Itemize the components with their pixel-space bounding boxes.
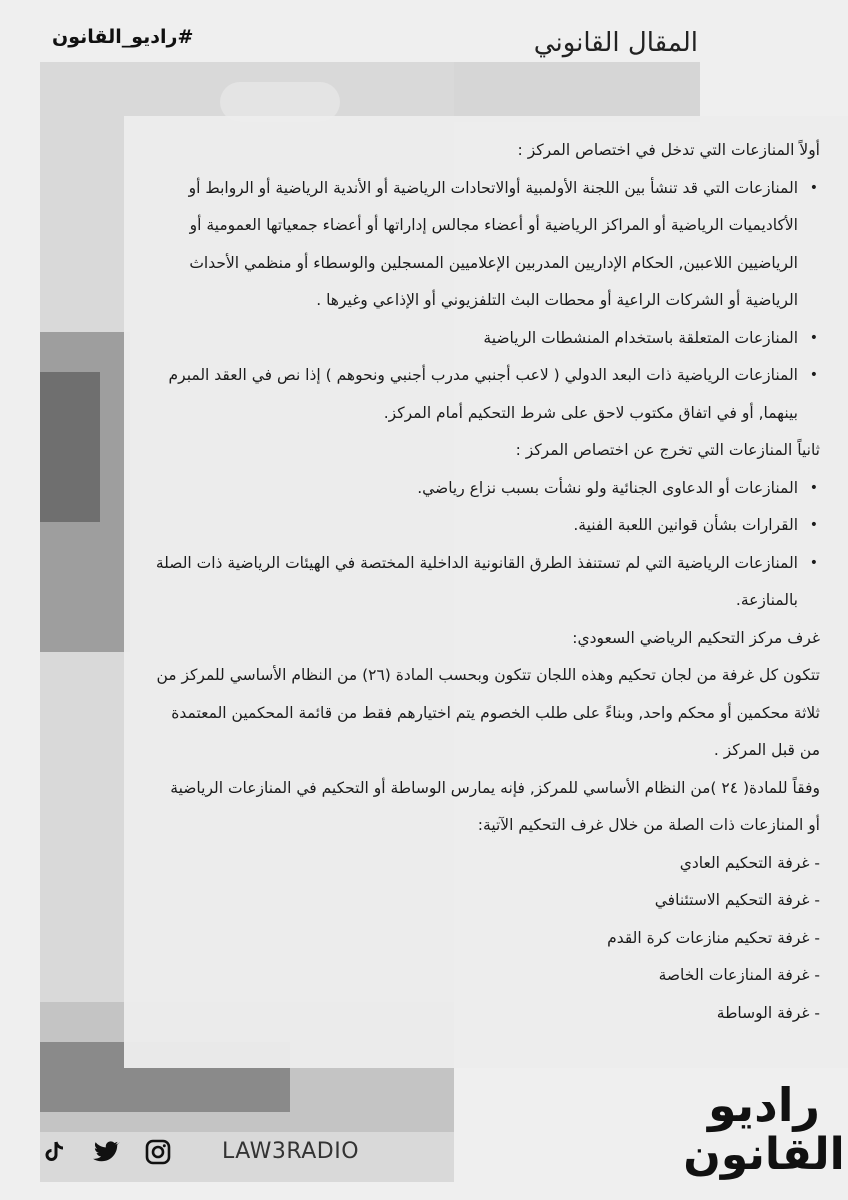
list-item: • المنازعات الرياضية التي لم تستنفذ الطرق القانونية الداخلية المختصة في الهيئات الرياضية ذات الصلة بالمنازعة. bbox=[154, 545, 798, 620]
tiktok-icon[interactable] bbox=[40, 1138, 68, 1166]
article-card bbox=[124, 116, 848, 1068]
section1-heading: أولاً المنازعات التي تدخل في اختصاص المركز : bbox=[517, 141, 820, 159]
room-item: - غرفة التحكيم العادي bbox=[679, 853, 820, 872]
list-item: • المنازعات التي قد تنشأ بين اللجنة الأولمبية أوالاتحادات الرياضية أو الأندية الرياضية أو الروابط أو الأكاديميات الرياضية أو المراكز الرياضية أو أعضاء مجالس إداراتها أو أعضاء جمعياتها العمومية أو الرياضيين اللاعبين, الحكام الإداريين المدربين الإعلاميين المسجلين والوسطاء أو منظمي الأحداث الرياضية أو الشركات الراعية أو محطات البث التلفزيوني أو الإذاعي وغيرها . bbox=[154, 170, 798, 320]
section3-heading: غرف مركز التحكيم الرياضي السعودي: bbox=[572, 628, 820, 647]
radio-law-logo bbox=[683, 1074, 845, 1186]
section1-list bbox=[154, 170, 820, 433]
hashtag: #راديو_القانون bbox=[52, 26, 194, 48]
room-item: - غرفة الوساطة bbox=[716, 1003, 820, 1022]
room-item: - غرفة تحكيم منازعات كرة القدم bbox=[607, 928, 820, 947]
list-item: • القرارات بشأن قوانين اللعبة الفنية. bbox=[154, 507, 798, 545]
social-icons bbox=[40, 1138, 172, 1166]
twitter-icon[interactable] bbox=[92, 1138, 120, 1166]
account-handle[interactable]: LAW3RADIO bbox=[222, 1139, 360, 1164]
section2-list bbox=[154, 470, 820, 620]
paragraph: تتكون كل غرفة من لجان تحكيم وهذه اللجان تتكون وبحسب المادة (٢٦) من النظام الأساسي للمركز من ثلاثة محكمين أو محكم واحد, وبناءً على طلب الخصوم يتم اختيارهم فقط من قائمة المحكمين المعتمدة من قبل المركز . bbox=[156, 666, 820, 759]
page-title: المقال القانوني bbox=[533, 28, 698, 58]
list-item: • المنازعات أو الدعاوى الجنائية ولو نشأت بسبب نزاع رياضي. bbox=[154, 470, 798, 508]
background-strip bbox=[454, 62, 700, 122]
logo-text-line1: رادیو bbox=[708, 1078, 820, 1132]
paragraph: وفقاً للمادة( ٢٤ )من النظام الأساسي للمركز, فإنه يمارس الوساطة أو التحكيم في المنازعات الرياضية أو المنازعات ذات الصلة من خلال غرف التحكيم الآتية: bbox=[170, 778, 820, 834]
logo-text-line2: القانون bbox=[683, 1129, 845, 1180]
list-item: • المنازعات المتعلقة باستخدام المنشطات الرياضية bbox=[154, 320, 798, 358]
room-item: - غرفة التحكيم الاستئنافي bbox=[654, 891, 820, 909]
instagram-icon[interactable] bbox=[144, 1138, 172, 1166]
section2-heading: ثانياً المنازعات التي تخرج عن اختصاص المركز : bbox=[515, 441, 820, 459]
list-item: • المنازعات الرياضية ذات البعد الدولي ( لاعب أجنبي مدرب أجنبي ونحوهم ) إذا نص في العقد المبرم بينهما, أو في اتفاق مكتوب لاحق على شرط التحكيم أمام المركز. bbox=[154, 357, 798, 432]
room-item: - غرفة المنازعات الخاصة bbox=[658, 966, 820, 984]
